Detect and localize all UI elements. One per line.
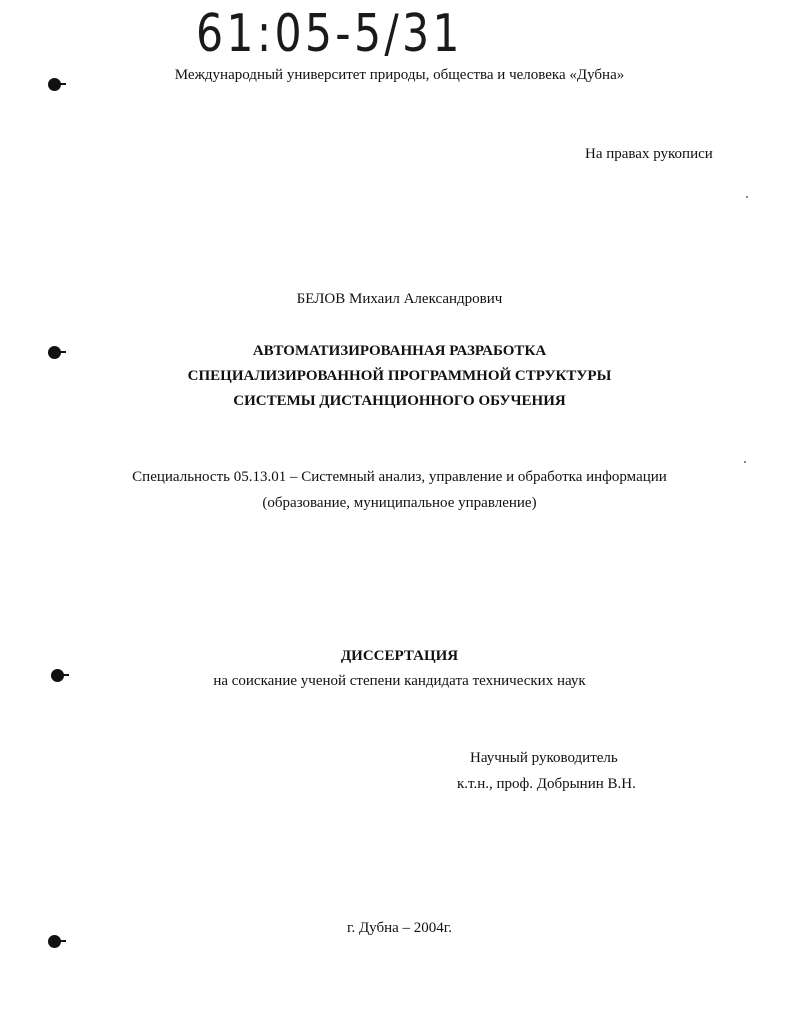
supervisor-label: Научный руководитель bbox=[470, 750, 618, 766]
specialty-line-1: Специальность 05.13.01 – Системный анализ, управление и обработка информации bbox=[132, 469, 667, 485]
work-type-heading: ДИССЕРТАЦИЯ bbox=[340, 648, 459, 664]
work-type-subtitle: на соискание ученой степени кандидата технических наук bbox=[213, 673, 586, 689]
scan-speck bbox=[744, 461, 746, 463]
author-name: БЕЛОВ Михаил Александрович bbox=[296, 291, 503, 307]
title-line-2: СПЕЦИАЛИЗИРОВАННОЙ ПРОГРАММНОЙ СТРУКТУРЫ bbox=[187, 368, 612, 384]
university-name: Международный университет природы, общества и человека «Дубна» bbox=[174, 67, 625, 83]
title-line-1: АВТОМАТИЗИРОВАННАЯ РАЗРАБОТКА bbox=[252, 343, 547, 359]
place-year: г. Дубна – 2004г. bbox=[346, 920, 453, 936]
scan-speck bbox=[746, 196, 748, 198]
specialty-line-2: (образование, муниципальное управление) bbox=[262, 495, 537, 511]
rights-note: На правах рукописи bbox=[585, 146, 713, 162]
title-line-3: СИСТЕМЫ ДИСТАНЦИОННОГО ОБУЧЕНИЯ bbox=[233, 393, 566, 409]
handwritten-archive-code: 61:05-5/31 bbox=[196, 4, 463, 64]
supervisor-name: к.т.н., проф. Добрынин В.Н. bbox=[457, 776, 636, 792]
